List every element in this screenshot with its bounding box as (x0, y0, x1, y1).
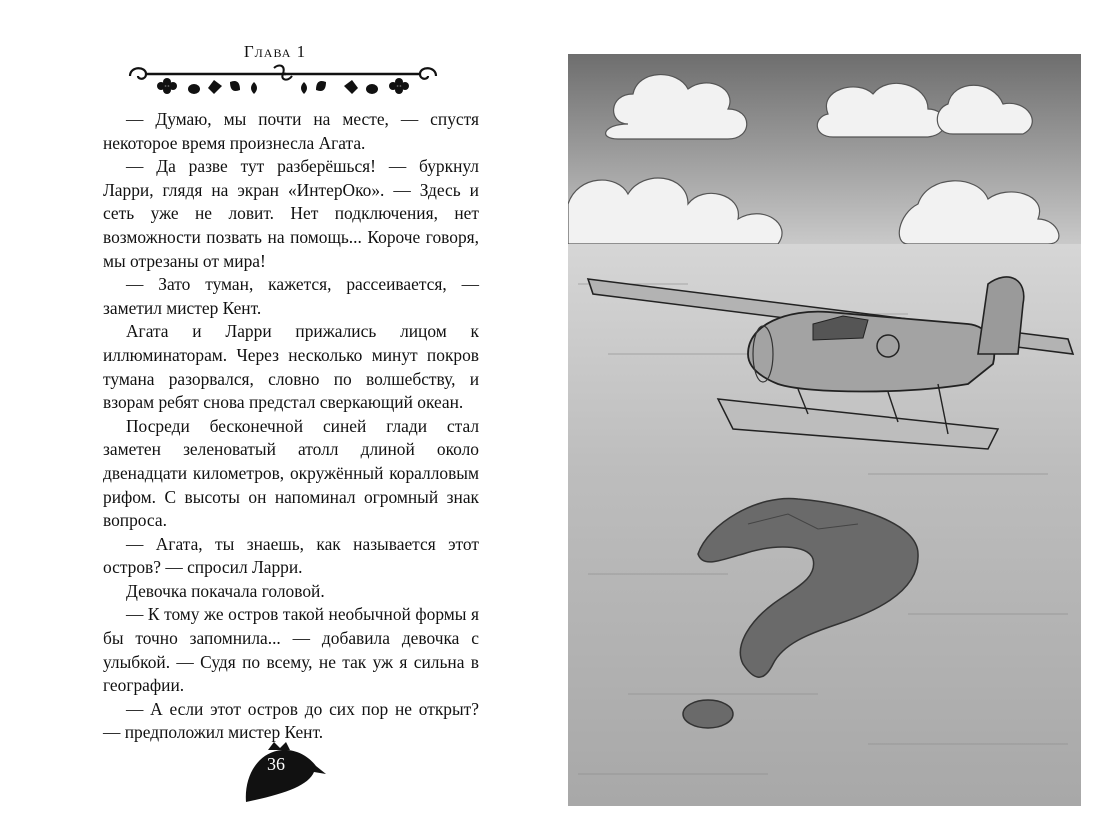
seaplane-illustration (568, 54, 1081, 806)
paragraph: — Зато туман, кажется, рассеивается, — заметил мистер Кент. (103, 274, 479, 318)
body-text (103, 108, 479, 745)
paragraph: Агата и Ларри прижались лицом к иллюминаторам. Через несколько минут покров тумана разорвался, словно по волшебству, и взорам ребят снова предстал сверкающий океан. (103, 321, 479, 413)
page-number: 36 (267, 754, 285, 774)
paragraph: — Да разве тут разберёшься! — буркнул Ларри, глядя на экран «ИнтерОко». — Здесь и сеть уже не ловит. Нет подключения, нет возможности позвать на помощь... Короче говоря, мы отрезаны от мира! (103, 156, 479, 271)
paragraph: — А если этот остров до сих пор не открыт? — предположил мистер Кент. (103, 698, 479, 743)
chapter-ornament (126, 62, 440, 102)
chapter-title: Глава 1 (243, 42, 307, 61)
paragraph: — К тому же остров такой необычной формы я бы точно запомнила... — добавила девочка с улыбкой. — Судя по всему, не так уж я сильна в географии. (103, 604, 479, 696)
paragraph: Посреди бесконечной синей глади стал заметен зеленоватый атолл длиной около двенадцати километров, окружённый коралловым рифом. С высоты он напоминал огромный знак вопроса. (103, 415, 479, 531)
paragraph: — Агата, ты знаешь, как называется этот остров? — спросил Ларри. (103, 533, 479, 578)
paragraph: Девочка покачала головой. (126, 580, 325, 601)
paragraph: — Думаю, мы почти на месте, — спустя некоторое время произнесла Агата. (103, 109, 479, 153)
